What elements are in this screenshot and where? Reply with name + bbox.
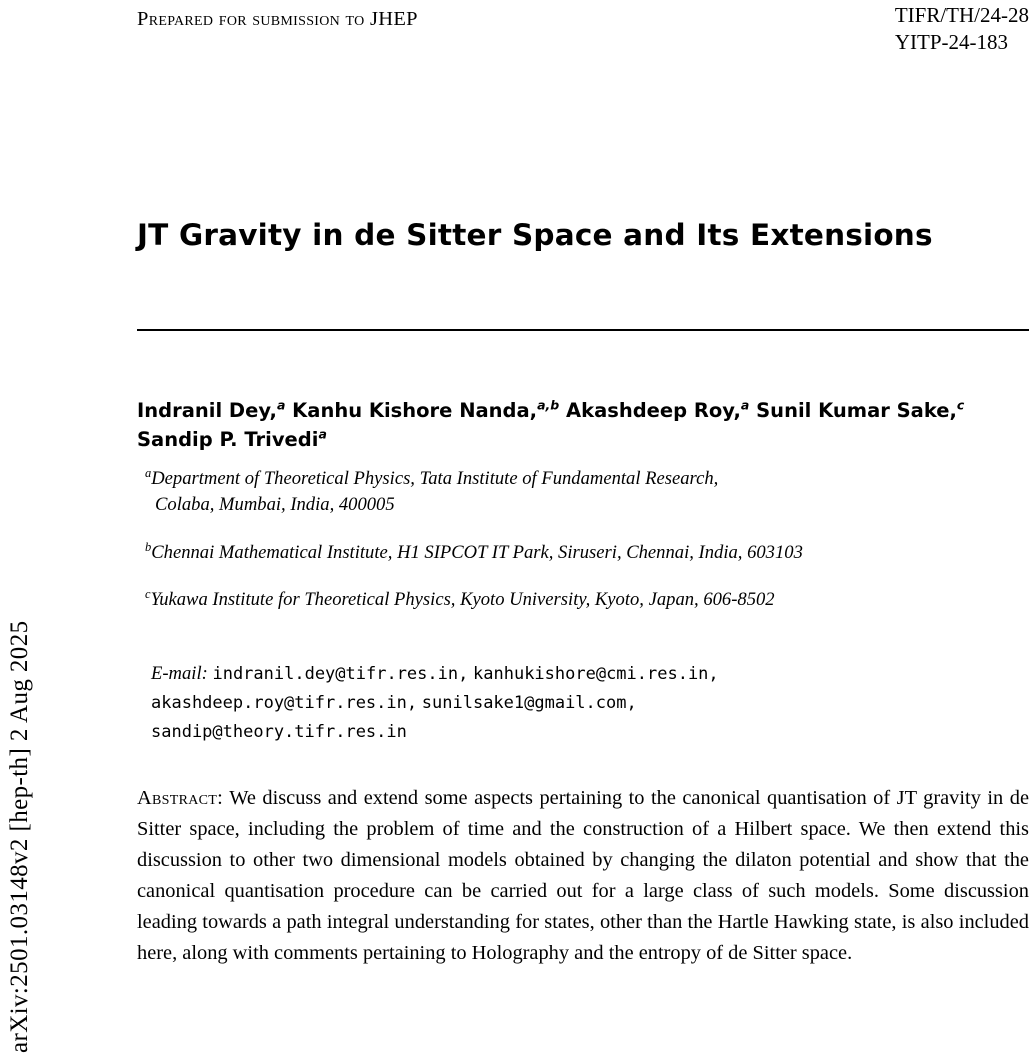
- author-name: Sandip P. Trivedi: [137, 428, 319, 452]
- affiliation-marker: c: [145, 586, 151, 601]
- email-link[interactable]: sunilsake1@gmail.com: [421, 692, 627, 713]
- author-list: [137, 396, 1029, 455]
- journal-submission-note: Prepared for submission to JHEP: [137, 8, 418, 30]
- author-line-2: [137, 425, 1029, 454]
- email-block: E-mail: indranil.dey@tifr.res.in, kanhukishore@cmi.res.in, akashdeep.roy@tifr.res.in, sunilsake1@gmail.com, sandip@theory.tifr.res.in: [151, 663, 719, 742]
- author-affiliation-marker: a: [318, 426, 327, 442]
- page-title: JT Gravity in de Sitter Space and Its Extensions: [137, 218, 933, 252]
- email-link[interactable]: indranil.dey@tifr.res.in: [212, 664, 459, 684]
- author-name: Indranil Dey,: [137, 399, 277, 422]
- author-affiliation-marker: c: [956, 397, 965, 413]
- arxiv-identifier-stamp: [0, 0, 40, 1059]
- arxiv-identifier-text: arXiv:2501.03148v2 [hep-th] 2 Aug 2025: [6, 620, 33, 1053]
- affiliation-list: [137, 466, 1029, 635]
- report-number-1: TIFR/TH/24-28: [894, 3, 1029, 27]
- author-affiliation-marker: a: [740, 397, 750, 413]
- email-link[interactable]: akashdeep.roy@tifr.res.in: [151, 692, 407, 713]
- affiliation-item: [137, 587, 1029, 613]
- abstract-block: [137, 783, 1029, 969]
- author-line-1: [137, 396, 1029, 425]
- email-label: E-mail:: [151, 663, 208, 684]
- affiliation-text: Yukawa Institute for Theoretical Physics, Kyoto University, Kyoto, Japan, 606-8502: [150, 589, 775, 611]
- author-affiliation-marker: a,b: [537, 397, 560, 413]
- report-number-block: [895, 2, 1029, 56]
- report-number-2: YITP-24-183: [894, 29, 1008, 54]
- author-name: Sunil Kumar Sake,: [756, 399, 957, 422]
- paper-header: [137, 0, 1029, 68]
- paper-content: [137, 0, 1029, 965]
- title-divider: [137, 329, 1029, 331]
- affiliation-text-continued: Colaba, Mumbai, India, 400005: [155, 494, 395, 516]
- abstract-label: Abstract:: [137, 787, 224, 809]
- affiliation-text: Department of Theoretical Physics, Tata Institute of Fundamental Research,: [151, 468, 719, 489]
- affiliation-item: [137, 540, 1029, 566]
- affiliation-item: [137, 466, 1029, 519]
- affiliation-text: Chennai Mathematical Institute, H1 SIPCOT IT Park, Siruseri, Chennai, India, 603103: [151, 541, 803, 563]
- abstract-text: We discuss and extend some aspects pertaining to the canonical quantisation of JT gravity in de Sitter space, including the problem of time and the construction of a Hilbert space. We then extend this discussion to other two dimensional models obtained by changing the dilaton potential and show that the canonical quantisation procedure can be carried out for a large class of such models. Some discussion leading towards a path integral understanding for states, other than the Hartle Hawking state, is also included here, along with comments pertaining to Holography and the entropy of de Sitter space.: [137, 787, 1029, 965]
- author-affiliation-marker: a: [276, 397, 286, 413]
- affiliation-marker: b: [145, 539, 152, 554]
- email-link[interactable]: kanhukishore@cmi.res.in: [473, 664, 709, 684]
- author-name: Akashdeep Roy,: [566, 399, 741, 422]
- email-link[interactable]: sandip@theory.tifr.res.in: [151, 721, 407, 742]
- author-name: Kanhu Kishore Nanda,: [292, 399, 538, 422]
- affiliation-marker: a: [145, 465, 152, 480]
